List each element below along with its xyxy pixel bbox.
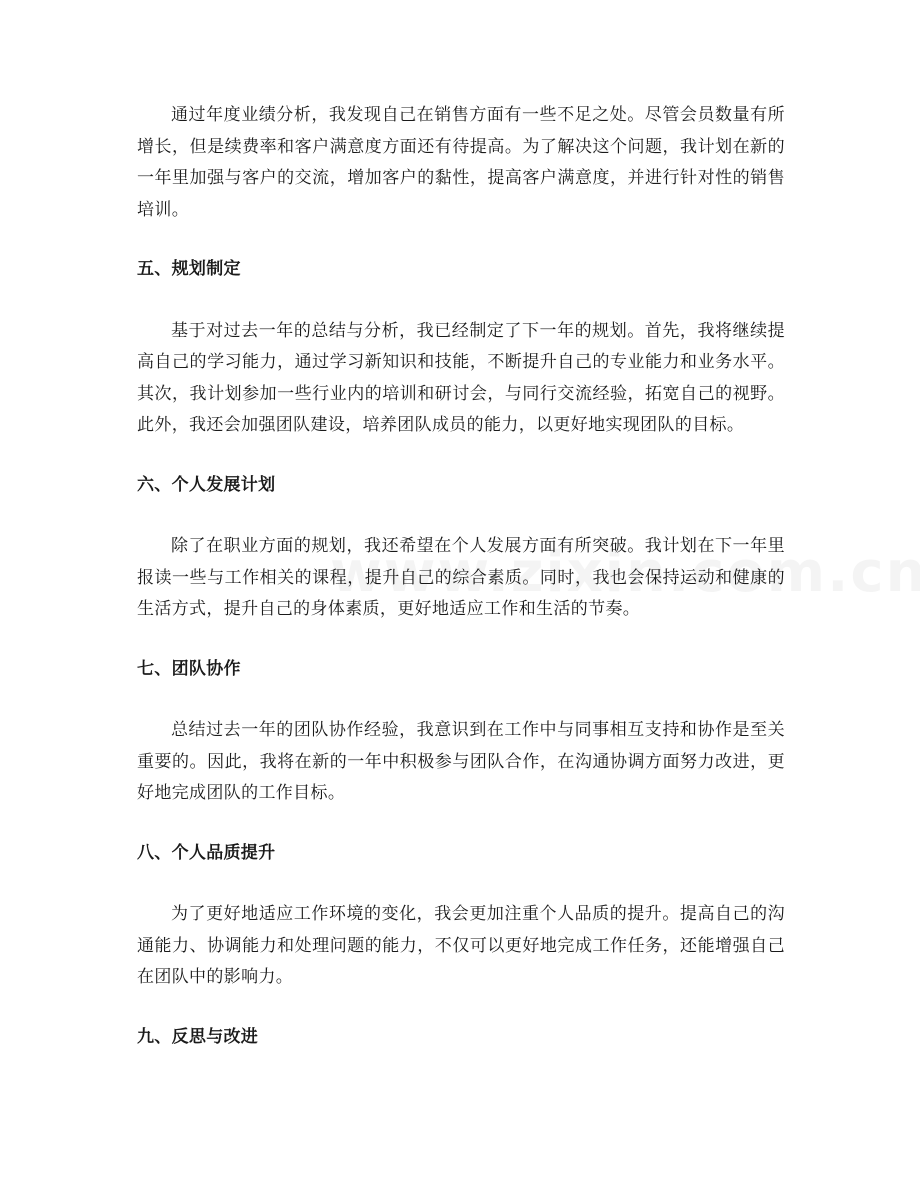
heading-personal-development: 六、个人发展计划 [137, 474, 276, 495]
heading-planning: 五、规划制定 [137, 259, 241, 279]
heading-reflection: 九、反思与改进 [137, 1026, 259, 1047]
paragraph-sales-analysis: 通过年度业绩分析，我发现自己在销售方面有一些不足之处。尽管会员数量有所增长，但是续费率和客户满意度方面还有待提高。为了解决这个问题，我计划在新的一年里加强与客户的交流，增加客户的黏性，提高客户满意度，并进行针对性的销售培训。 [137, 105, 785, 220]
paragraph-personal-development: 除了在职业方面的规划，我还希望在个人发展方面有所突破。我计划在下一年里报读一些与工作相关的课程，提升自己的综合素质。同时，我也会保持运动和健康的生活方式，提升自己的身体素质，更好地适应工作和生活的节奏。 [137, 536, 785, 619]
heading-personal-quality: 八、个人品质提升 [137, 842, 276, 863]
paragraph-personal-quality: 为了更好地适应工作环境的变化，我会更加注重个人品质的提升。提高自己的沟通能力、协调能力和处理问题的能力，不仅可以更好地完成工作任务，还能增强自己在团队中的影响力。 [137, 904, 785, 987]
paragraph-planning: 基于对过去一年的总结与分析，我已经制定了下一年的规划。首先，我将继续提高自己的学习能力，通过学习新知识和技能，不断提升自己的专业能力和业务水平。其次，我计划参加一些行业内的培训和研讨会，与同行交流经验，拓宽自己的视野。此外，我还会加强团队建设，培养团队成员的能力，以更好地实现团队的目标。 [137, 320, 785, 435]
document-body [137, 100, 785, 1053]
heading-team-collaboration: 七、团队协作 [137, 658, 241, 679]
paragraph-team-collaboration: 总结过去一年的团队协作经验，我意识到在工作中与同事相互支持和协作是至关重要的。因此，我将在新的一年中积极参与团队合作，在沟通协调方面努力改进，更好地完成团队的工作目标。 [137, 720, 785, 803]
